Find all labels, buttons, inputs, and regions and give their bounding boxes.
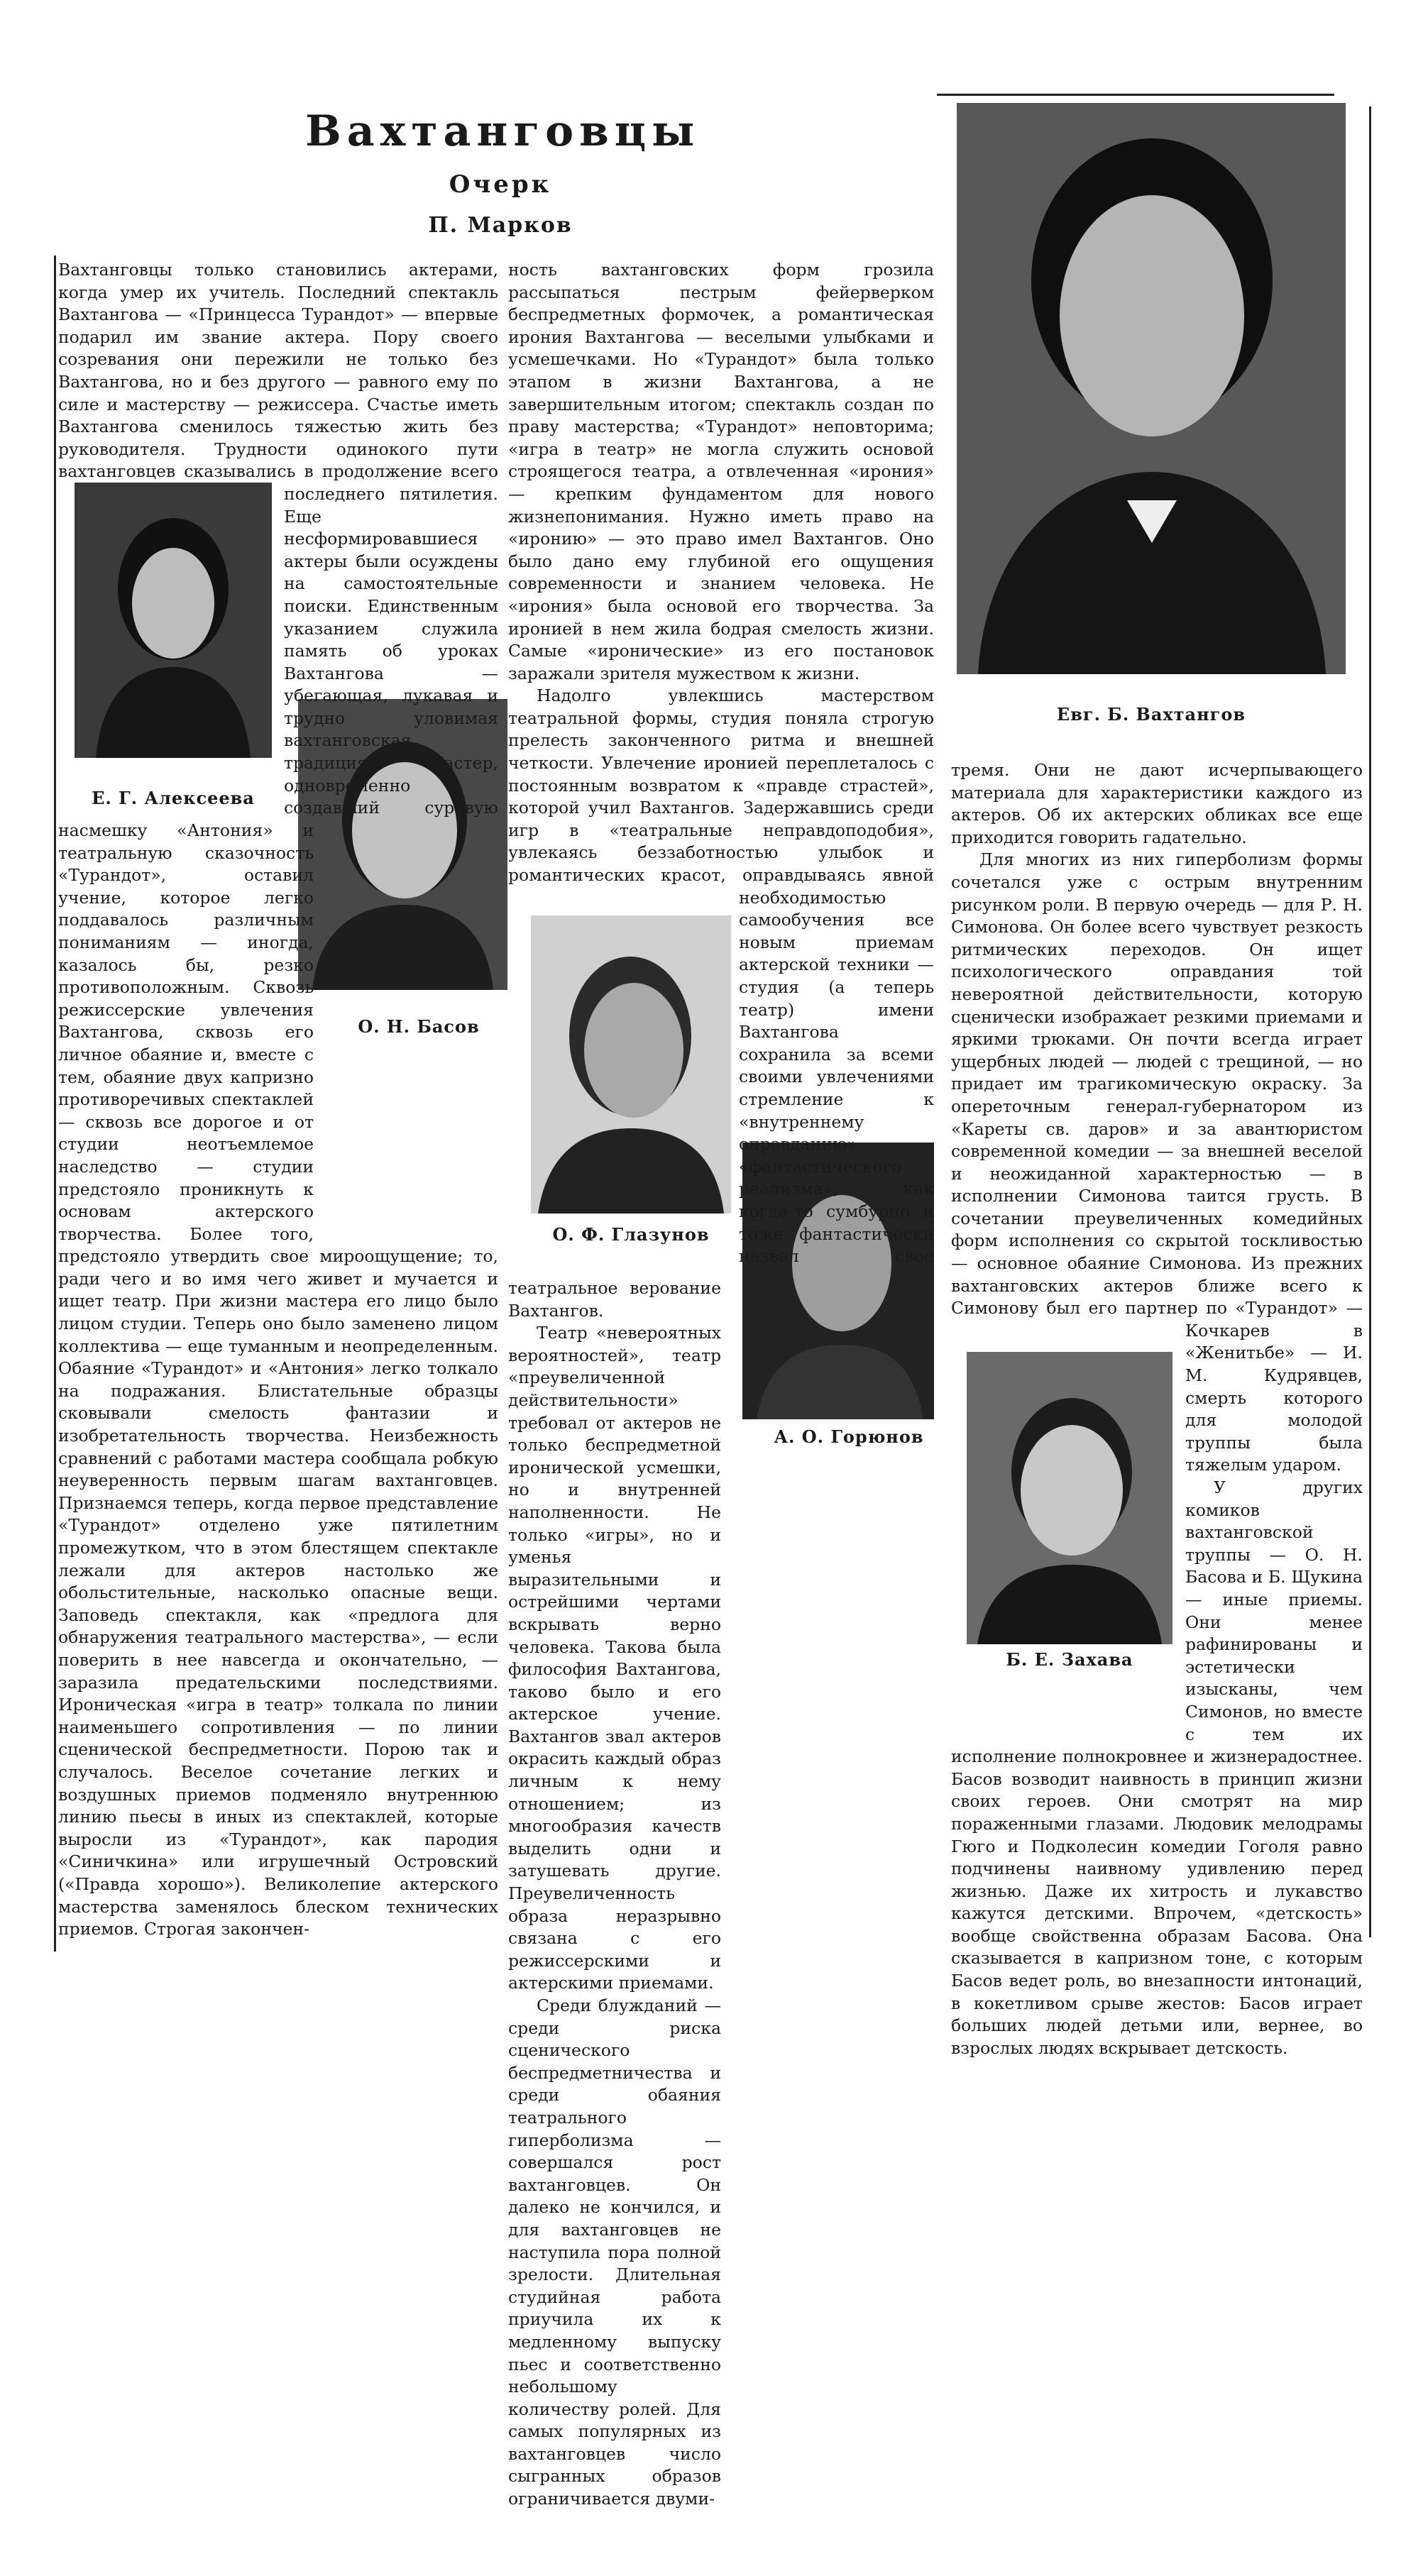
article-column-2 (508, 259, 934, 2576)
top-page-rule (937, 94, 1334, 96)
caption-goryunov: А. О. Горюнов (774, 1426, 924, 1447)
portrait-man-icon (957, 103, 1346, 674)
caption-vakhtangov: Евг. Б. Вахтангов (1056, 704, 1246, 725)
col2-paragraph: Надолго увлекшись мастерством театральной формы, студия поняла строгую прелесть законченного ритма и внешней четкости. Увлечение иронией переплеталось с постоянным возвратом к «правде страстей», которой учил Вахтангов. Задержавшись среди игр в «театральные неправдоподобия», увлекаясь беззаботностью улыбок и романтических красот, оправдываясь явной необходимостью самообучения все новым приемам актерской техники — студия (а теперь театр) имени Вахтангова сохранила за всеми своими увлечениями стремление к «внутреннему оправданию» «фантастического реализма», как когда-то сумбурно и тоже фантастически назвал свое театральное верование Вахтангов. (508, 686, 934, 1321)
caption-alekseeva: Е. Г. Алексеева (92, 788, 255, 808)
caption-zakhava: Б. Е. Захава (1006, 1649, 1133, 1670)
col3-paragraph: тремя. Они не дают исчерпывающего материала для характеристики каждого из актеров. Об их актерских обликах все еще приходится говорить гадательно. (951, 760, 1363, 847)
col2-paragraph: Среди блужданий — среди риска сценического беспредметничества и среди обаяния театрального гиперболизма — совершался рост вахтанговцев. Он далеко не кончился, и для вахтанговцев не наступила пора полной зрелости. Длительная студийная работа приучила их к медленному выпуску пьес и соответственно небольшому количеству ролей. Для самых популярных из вахтанговцев число сыгранных образов ограничивается двуми- (508, 1996, 721, 2509)
caption-basov: О. Н. Басов (358, 1016, 480, 1037)
article-author: П. Марков (428, 213, 573, 238)
article-column-3 (951, 759, 1363, 2059)
col3-paragraph: У других комиков вахтанговской труппы — О. Н. Басова и Б. Щукина — иные приемы. Они менее рафинированы и эстетически изысканы, чем Симонов, но вместе с тем их исполнение полнокровнее и жизнерадостнее. Басов возводит наивность в принцип жизни своих героев. Они смотрят на мир пораженными глазами. Людовик мелодрамы Гюго и Подколесин комедии Гоголя равно подчинены наивному удивлению перед жизнью. Даже их хитрость и лукавство кажутся детскими. Впрочем, «детскость» вообще свойственна образам Басова. Она сказывается в капризном тоне, с которым Басов ведет роль, во внезапности интонаций, в кокетливом срыве жестов: Басов играет больших людей детьми или, вернее, во взрослых людях вскрывает детскость. (951, 1477, 1363, 2058)
article-column-1 (58, 259, 498, 1941)
left-column-rule (54, 255, 56, 1952)
col3-paragraph: Для многих из них гиперболизм формы сочетался уже с острым внутренним рисунком роли. В первую очередь — для Р. Н. Симонова. Он более всего чувствует резкость ритмических переходов. Он ищет психологического оправдания той невероятной действительности, которую сценически изображает резкими приемами и яркими трюками. Он почти всегда играет ущербных людей — людей с трещиной, — но придает им трагикомическую окраску. За опереточным генерал-губернатором из «Кареты св. даров» и за авантюристом современной комедии — за внешней веселой и неожиданной характерностью — в исполнении Симонова таится грусть. В сочетании преувеличенных комедийных форм исполнения со скрытой тоскливостью — основное обаяние Симонова. Из прежних вахтанговских актеров ближе всего к Симонову был его партнер по «Турандот» — Кочкарев в «Женитьбе» — И. М. Кудрявцев, смерть которого для молодой труппы была тяжелым ударом. (951, 849, 1363, 1475)
right-page-rule (1369, 106, 1371, 1937)
col1-paragraph: Вахтанговцы только становились актерами, когда умер их учитель. Последний спектакль Вахтангова — «Принцесса Турандот» — впервые подарил им звание актера. Пору своего созревания они пережили не только без Вахтангова, но и без другого — равного ему по силе и мастерству — режиссера. Счастье иметь Вахтангова сменилось тяжестью жить без руководителя. Трудности одинокого пути вахтанговцев сказывались в продолжение всего последнего пятилетия. Еще несформировавшиеся актеры были осуждены на самостоятельные поиски. Единственным указанием служила память об уроках Вахтангова — убегающая, лукавая и трудно уловимая вахтанговская традиция. Мастер, одновременно создавший суровую насмешку «Антония» и театральную сказочность «Турандот», оставил учение, которое легко поддавалось различным пониманиям — иногда, казалось бы, резко противоположным. Сквозь режиссерские увлечения Вахтангова, сквозь его личное обаяние и, вместе с тем, обаяние двух капризно противоречивых спектаклей — сквозь все дорогое и от студии неотъемлемое наследство — студии предстояло проникнуть к основам актерского творчества. Более того, предстояло утвердить свое мироощущение; то, ради чего и во имя чего живет и мучается и ищет театр. При жизни мастера его лицо было лицом студии. Теперь оно было заменено лицом коллектива — еще туманным и неопределенным. Обаяние «Турандот» и «Антония» легко толкало на подражания. Блистательные образцы сковывали смелость фантазии и изобретательность творчества. Неизбежность сравнений с работами мастера сообщала робкую неуверенность первым шагам вахтанговцев. Признаемся теперь, когда первое представление «Турандот» отделено уже пятилетним промежутком, что в этом блестящем спектакле лежали для актеров настолько же обольстительные, насколько опасные вещи. Заповедь спектакля, как «предлога для обнаружения театрального мастерства», — если поверить в нее навсегда и окончательно, — заразила предательскими последствиями. Ироническая «игра в театр» толкала по линии наименьшего сопротивления — по линии сценической беспредметности. Порою так и случалось. Веселое сочетание легких и воздушных приемов подменяло внутреннюю линию пьесы в иных из спектаклей, которые выросли из «Турандот», как пародия «Синичкина» или игрушечный Островский («Правда хорошо»). Великолепие актерского мастерства заменялось блеском технических приемов. Строгая закончен- (58, 260, 498, 1939)
article-title: Вахтанговцы (305, 106, 701, 156)
article-subtitle: Очерк (449, 170, 552, 199)
col2-paragraph: Театр «невероятных вероятностей», театр «преувеличенной действительности» требовал от актеров не только беспредметной иронической усмешки, но и внутренней наполненности. Не только «игры», но и уменья выразительными и острейшими чертами вскрывать верно человека. Такова была философия Вахтангова, таково было и его актерское учение. Вахтангов звал актеров окрасить каждый образ личным к нему отношением; из многообразия качеств выделить одни и затушевать другие. Преувеличенность образа неразрывно связана с его режиссерскими и актерскими приемами. (508, 1323, 721, 1993)
col2-paragraph: ность вахтанговских форм грозила рассыпаться пестрым фейерверком беспредметных формочек, а романтическая ирония Вахтангова — веселыми улыбками и усмешечками. Но «Турандот» была только этапом в жизни Вахтангова, а не завершительным итогом; спектакль создан по праву мастерства; «Турандот» неповторима; «игра в театр» не могла служить основой строящегося театра, а отвлеченная «ирония» — крепким фундаментом для нового жизнепонимания. Нужно иметь право на «иронию» — это право имел Вахтангов. Оно было дано ему глубиной его ощущения современности и знанием человека. Не «ирония» была основой его творчества. За иронией в нем жила бодрая смелость жизни. Самые «иронические» из его постановок заражали зрителя мужеством к жизни. (508, 260, 934, 683)
caption-glazunov: О. Ф. Глазунов (552, 1224, 710, 1245)
photo-vakhtangov (957, 103, 1346, 674)
